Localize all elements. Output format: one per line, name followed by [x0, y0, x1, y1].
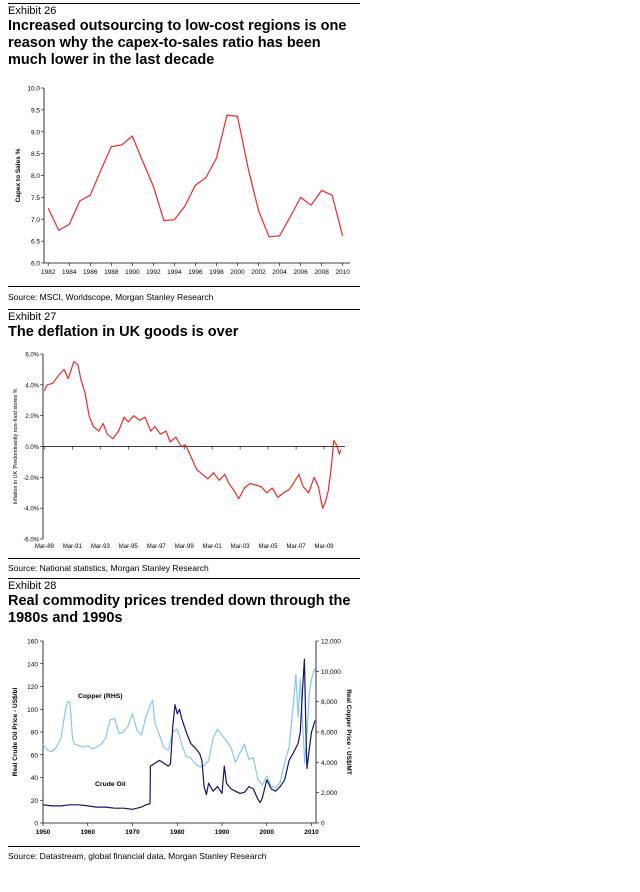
crude-oil-annotation: Crude Oil	[95, 781, 126, 788]
x-tick-label: 2000	[259, 829, 275, 836]
y-tick-label: 2.0%	[25, 414, 39, 421]
y-tick-label: 7.5	[30, 194, 40, 202]
x-tick-label: 2010	[335, 269, 350, 276]
exhibit-26-header	[8, 3, 360, 69]
divider	[8, 558, 360, 559]
x-tick-label: 2006	[293, 269, 308, 276]
y-tick-label: 60	[30, 752, 38, 760]
y-tick-label: 0	[34, 820, 38, 828]
x-tick-label: 2008	[314, 269, 329, 276]
y2-tick-label: 12,000	[321, 638, 341, 646]
y-tick-label: -2.0%	[23, 475, 39, 482]
y-tick-label: 8.5	[30, 151, 40, 159]
exhibit-28-header	[8, 578, 360, 627]
x-tick-label: Mar-05	[258, 544, 278, 550]
y-tick-label: 20	[30, 797, 38, 805]
x-tick-label: Mar-09	[314, 544, 334, 550]
x-tick-label: 1984	[62, 269, 77, 276]
x-tick-label: 1994	[167, 269, 182, 276]
x-tick-label: Mar-07	[286, 544, 306, 550]
x-tick-label: Mar-03	[230, 544, 250, 550]
exhibit-27-header	[8, 309, 360, 341]
x-tick-label: 1998	[209, 269, 224, 276]
y-tick-label: 100	[27, 706, 38, 714]
x-tick-label: Mar-91	[62, 544, 82, 550]
capex-to-sales-chart	[0, 80, 360, 280]
x-tick-label: 1970	[125, 829, 140, 836]
y2-tick-label: 10,000	[321, 668, 341, 676]
y-tick-label: 140	[27, 661, 38, 669]
x-tick-label: 2010	[304, 829, 319, 836]
y-tick-label: -4.0%	[23, 506, 39, 513]
y-tick-label: 80	[30, 729, 38, 737]
y2-tick-label: 2,000	[321, 790, 338, 798]
y2-tick-label: 0	[321, 820, 325, 828]
exhibit-title: Real commodity prices trended down through the 1980s and 1990s	[8, 593, 351, 626]
copper-line	[43, 668, 315, 788]
y-tick-label: 9.0	[30, 129, 40, 137]
y-axis-label: Inflation in UK 'Predominantly non-food stores %	[13, 388, 19, 505]
x-tick-label: 1982	[40, 269, 56, 276]
x-tick-label: 1990	[125, 269, 140, 276]
x-tick-label: 1986	[83, 269, 98, 276]
y2-axis-label: Real Copper Price - US$/MT	[345, 689, 352, 775]
y2-tick-label: 8,000	[321, 699, 338, 707]
capex-to-sales-line	[48, 115, 342, 237]
x-tick-label: Mar-99	[174, 544, 194, 550]
exhibit-title: The deflation in UK goods is over	[8, 324, 239, 340]
y-tick-label: 7.0	[30, 216, 40, 224]
y-tick-label: 6.0%	[25, 352, 39, 359]
y-tick-label: 0.0%	[25, 445, 39, 451]
x-tick-label: 2002	[251, 269, 266, 276]
y-tick-label: 40	[30, 775, 38, 782]
x-tick-label: 1960	[80, 829, 95, 836]
y-tick-label: 10.0	[27, 85, 40, 93]
y2-tick-label: 6,000	[321, 729, 338, 737]
x-tick-label: 1992	[146, 269, 161, 276]
y-tick-label: 160	[27, 638, 38, 646]
y-tick-label: 6.0	[30, 260, 40, 268]
y-tick-label: 8.0	[30, 173, 40, 180]
exhibit-label: Exhibit 26	[8, 5, 57, 17]
x-tick-label: Mar-93	[90, 544, 110, 550]
x-tick-label: 1988	[104, 269, 119, 276]
exhibit-title: Increased outsourcing to low-cost regions is one reason why the capex-to-sales ratio has been much lower in the last decade	[8, 18, 347, 68]
x-tick-label: 1950	[35, 829, 51, 836]
x-tick-label: 1990	[214, 829, 230, 836]
exhibit-label: Exhibit 27	[8, 311, 57, 323]
source-note: Source: National statistics, Morgan Stanley Research	[8, 563, 209, 573]
source-note: Source: MSCI, Worldscope, Morgan Stanley Research	[8, 292, 214, 302]
uk-goods-inflation-chart	[0, 345, 360, 555]
x-tick-label: Mar-97	[146, 544, 166, 550]
x-tick-label: 2004	[272, 269, 287, 276]
divider	[8, 286, 360, 287]
y-tick-label: 6.5	[30, 238, 40, 246]
y-tick-label: -6.0%	[23, 537, 39, 544]
source-note: Source: Datastream, global financial data, Morgan Stanley Research	[8, 851, 267, 861]
y2-tick-label: 4,000	[321, 759, 338, 767]
y-tick-label: 120	[27, 684, 38, 691]
y-tick-label: 4.0%	[25, 383, 39, 390]
exhibit-label: Exhibit 28	[8, 580, 57, 592]
copper-annotation: Copper (RHS)	[78, 693, 123, 700]
x-tick-label: Mar-95	[118, 544, 138, 550]
commodity-prices-chart	[0, 632, 360, 844]
y-axis-label: Capex to Sales %	[15, 148, 22, 203]
x-tick-label: 2000	[230, 269, 245, 276]
x-tick-label: 1996	[188, 269, 203, 276]
x-tick-label: 1980	[170, 829, 185, 836]
y-axis-label: Real Crude Oil Price - US$/bl	[12, 687, 19, 777]
divider	[8, 846, 360, 847]
x-tick-label: Mar-01	[202, 544, 222, 550]
inflation-line	[44, 362, 340, 509]
x-tick-label: Mar-89	[34, 544, 54, 550]
y-tick-label: 9.5	[30, 107, 40, 115]
